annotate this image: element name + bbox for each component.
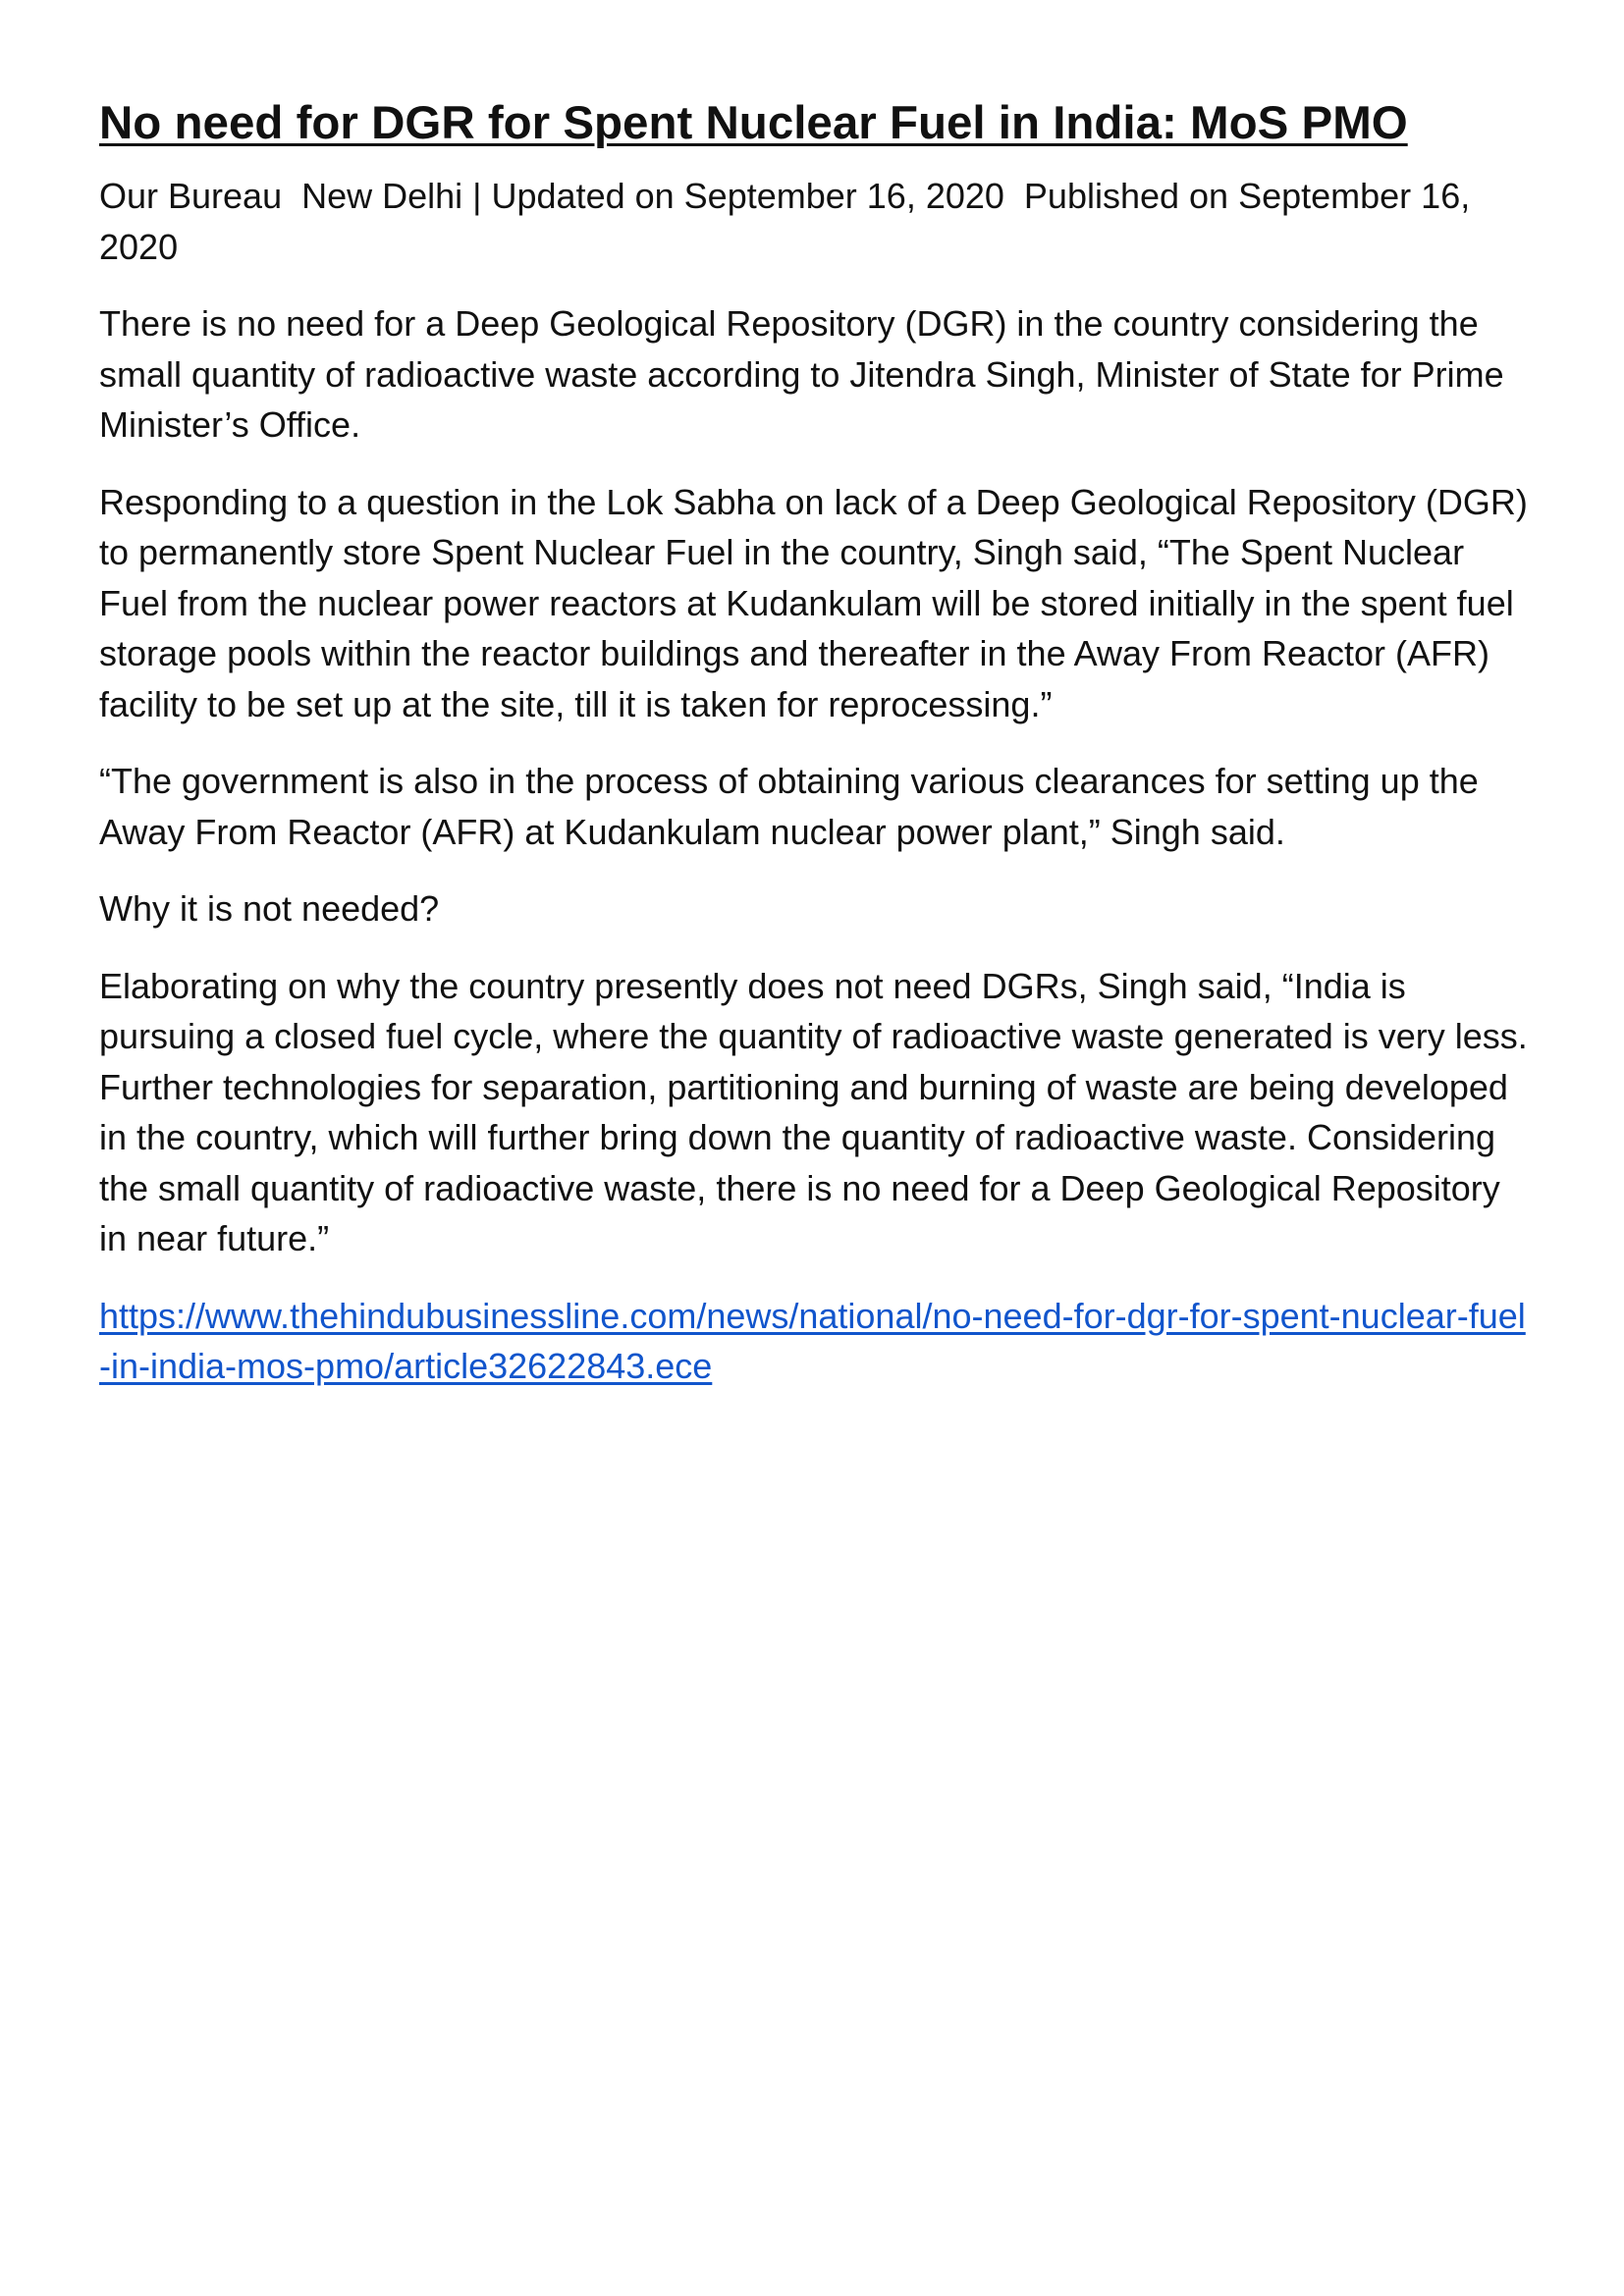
article-paragraph-closed-fuel-cycle: Elaborating on why the country presently does not need DGRs, Singh said, “India is pursuing a closed fuel cycle, where the quantity of radioactive waste generated is very less. Further technologies for separation, partitioning and burning of waste are being developed in the country, which will further bring down the quantity of radioactive waste. Considering the small quantity of radioactive waste, there is no need for a Deep Geological Repository in near future.” — [99, 965, 1528, 1258]
source-link[interactable]: https://www.thehindubusinessline.com/news/national/no-need-for-dgr-for-spent-nuclear-fuel-in-india-mos-pmo/article32622843.ece — [99, 1295, 1526, 1386]
article-paragraph-lok-sabha-response: Responding to a question in the Lok Sabha on lack of a Deep Geological Repository (DGR) to permanently store Spent Nuclear Fuel in the country, Singh said, “The Spent Nuclear Fuel from the nuclear power reactors at Kudankulam will be stored initially in the spent fuel storage pools within the reactor buildings and thereafter in the Away From Reactor (AFR) facility to be set up at the site, till it is taken for reprocessing.” — [99, 481, 1528, 724]
article-paragraph-afr-clearances: “The government is also in the process of obtaining various clearances for setting up the Away From Reactor (AFR) at Kudankulam nuclear power plant,” Singh said. — [99, 761, 1479, 852]
article-page — [99, 94, 1533, 1392]
article-title: No need for DGR for Spent Nuclear Fuel in India: MoS PMO — [99, 97, 1408, 149]
article-byline: Our Bureau New Delhi | Updated on September 16, 2020 Published on September 16, 2020 — [99, 176, 1481, 267]
article-paragraph-intro: There is no need for a Deep Geological Repository (DGR) in the country considering the small quantity of radioactive waste according to Jitendra Singh, Minister of State for Prime Minister’s Office. — [99, 303, 1504, 445]
article-subheading-why-not-needed: Why it is not needed? — [99, 888, 440, 929]
